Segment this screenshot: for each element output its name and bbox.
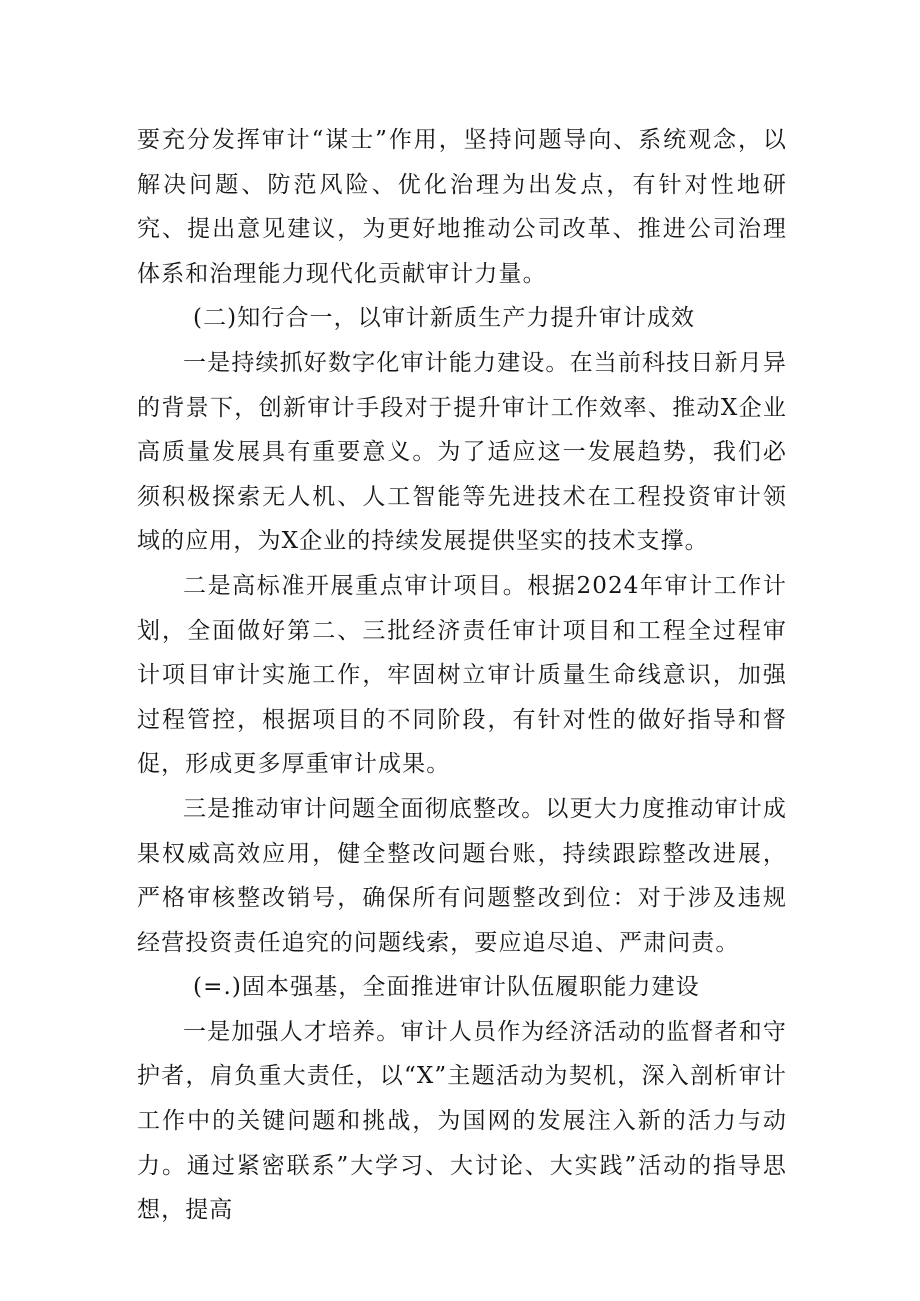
document-body [137, 118, 787, 1233]
section-heading-two: (二)知行合一，以审计新质生产力提升审计成效 [193, 305, 696, 332]
paragraph-audit-rectification: 三是推动审计问题全面彻底整改。以更大力度推动审计成果权威高效应用，健全整改问题台账，持续跟踪整改进展，严格审核整改销号，确保所有问题整改到位：对于涉及违规经营投资责任追究的问题线索，要应追尽追、严肃问责。 [137, 795, 787, 956]
paragraph-key-audit-projects: 二是高标准开展重点审计项目。根据2024年审计工作计划，全面做好第二、三批经济责任审计项目和工程全过程审计项目审计实施工作，牢固树立审计质量生命线意识，加强过程管控，根据项目的不同阶段，有针对性的做好指导和督促，形成更多厚重审计成果。 [137, 572, 787, 778]
paragraph-digital-audit: 一是持续抓好数字化审计能力建设。在当前科技日新月异的背景下，创新审计手段对于提升审计工作效率、推动X企业高质量发展具有重要意义。为了适应这一发展趋势，我们必须积极探索无人机、人工智能等先进技术在工程投资审计领域的应用，为X企业的持续发展提供坚实的技术支撑。 [137, 349, 787, 555]
paragraph-talent-training: 一是加强人才培养。审计人员作为经济活动的监督者和守护者，肩负重大责任，以“X”主题活动为契机，深入剖析审计工作中的关键问题和挑战，为国网的发展注入新的活力与动力。通过紧密联系”大学习、大讨论、大实践”活动的指导思想，提高 [137, 1018, 787, 1224]
paragraph-continuation: 要充分发挥审计“谋士”作用，坚持问题导向、系统观念，以解决问题、防范风险、优化治理为出发点，有针对性地研究、提出意见建议，为更好地推动公司改革、推进公司治理体系和治理能力现代化贡献审计力量。 [137, 127, 787, 287]
section-heading-three: (=.)固本强基，全面推进审计队伍履职能力建设 [193, 974, 700, 1001]
